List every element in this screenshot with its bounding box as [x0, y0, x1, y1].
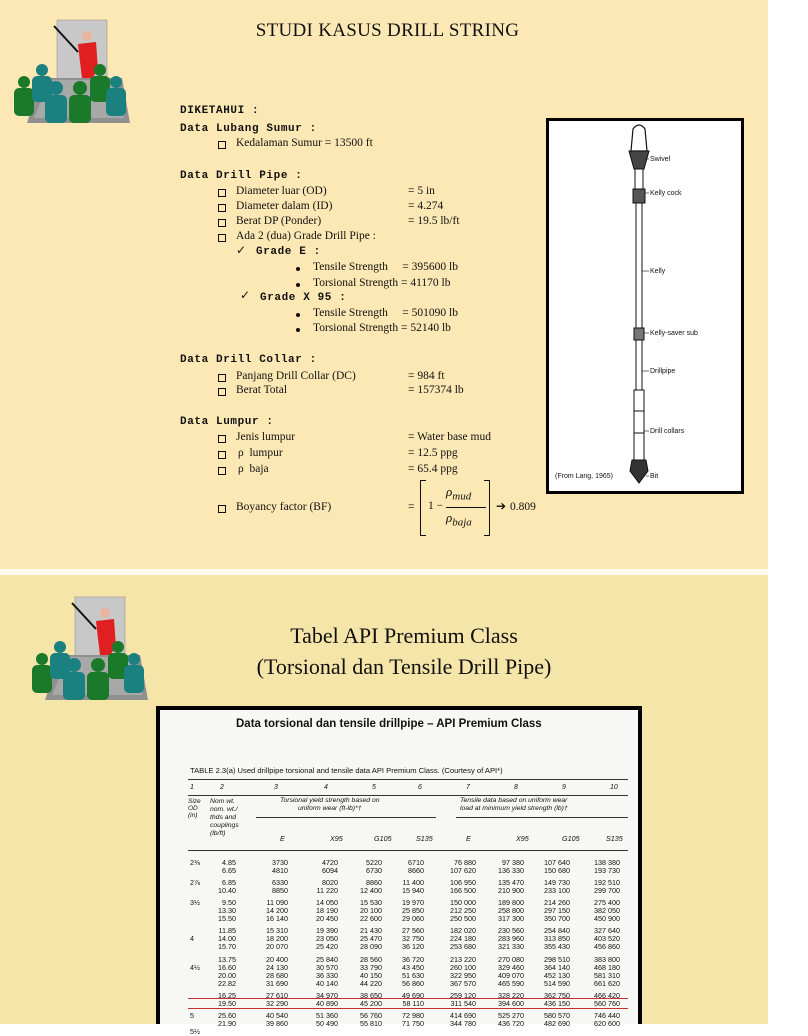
rho-lumpur-label: ρ lumpur [238, 447, 283, 459]
grade-header: G105 [562, 834, 580, 843]
table-cell: 328 220 [498, 990, 524, 1000]
grade-x95-torsional: Torsional Strength = 52140 lb [313, 322, 451, 334]
berat-total-value: = 157374 lb [408, 384, 464, 396]
rule [256, 817, 436, 818]
table-cell: 299 700 [594, 886, 620, 896]
table-cell: 28 680 [266, 970, 288, 980]
rho-lumpur-value: = 12.5 ppg [408, 447, 458, 459]
bullet-box [218, 451, 226, 459]
size-cell: 5½ [190, 1026, 200, 1036]
slide-title: STUDI KASUS DRILL STRING [255, 20, 520, 41]
grade-x95-tensile: Tensile Strength = 501090 lb [313, 307, 458, 319]
table-cell: 581 310 [594, 970, 620, 980]
size-cell: 5 [190, 1010, 194, 1020]
table-cell: 107 640 [544, 858, 570, 867]
label-swivel: Swivel [650, 156, 671, 163]
bullet-box [218, 435, 226, 443]
table-cell: 55 810 [360, 1018, 382, 1028]
table-cell: 28 090 [360, 942, 382, 952]
label-kelly: Kelly [650, 268, 666, 275]
column-number: 7 [466, 784, 470, 791]
lumpur-heading: Data Lumpur : [180, 416, 274, 428]
col-weight-header: Nom wt. nom. wt./ thds and couplings (lb/ft) [210, 798, 239, 837]
column-number: 8 [514, 784, 518, 791]
table-cell: 19.50 [218, 998, 236, 1008]
table-cell: 34 970 [316, 990, 338, 1000]
table-cell: 39 860 [266, 1018, 288, 1028]
table-cell: 436 150 [544, 998, 570, 1008]
table-cell: 620 600 [594, 1018, 620, 1028]
table-cell: 56 860 [402, 978, 424, 988]
jenis-lumpur-label: Jenis lumpur [236, 431, 296, 443]
table-cell: 6710 [408, 858, 424, 867]
highlight-line [188, 998, 628, 999]
rho-baja-label: ρ baja [238, 463, 269, 475]
fraction-line [446, 507, 486, 508]
table-cell: 275 400 [594, 898, 620, 908]
table-cell: 22 600 [360, 914, 382, 924]
table-cell: 27 560 [402, 926, 424, 936]
table-cell: 21 430 [360, 926, 382, 936]
table-cell: 298 510 [544, 954, 570, 964]
table-cell: 13.30 [218, 906, 236, 916]
table-cell: 11 090 [266, 898, 288, 908]
od-label: Diameter luar (OD) [236, 185, 327, 197]
grade-header: G105 [374, 834, 392, 843]
table-cell: 414 690 [450, 1010, 476, 1020]
grade-x95-label: Grade X 95 : [260, 292, 347, 304]
table-cell: 182 020 [450, 926, 476, 936]
table-cell: 20 100 [360, 906, 382, 916]
bullet-box [218, 374, 226, 382]
rule [188, 850, 628, 851]
table-caption: TABLE 2.3(a) Used drillpipe torsional and tensile data API Premium Class. (Courtesy of API*) [190, 766, 503, 775]
bullet-box [218, 505, 226, 513]
table-cell: 259 120 [450, 990, 476, 1000]
table-cell: 43 450 [402, 962, 424, 972]
table-cell: 321 330 [498, 942, 524, 952]
table-cell: 11 400 [402, 878, 424, 888]
table-cell: 28 560 [360, 954, 382, 964]
check-icon: ✓ [240, 288, 251, 302]
table-cell: 24 130 [266, 962, 288, 972]
table-cell: 40 140 [316, 978, 338, 988]
grade-e-tensile: Tensile Strength = 395600 lb [313, 261, 458, 273]
table-cell: 4.85 [222, 858, 236, 867]
grade-header: S135 [606, 834, 623, 843]
arrow-right-icon: ➔ [496, 499, 507, 513]
table-cell: 192 510 [594, 878, 620, 888]
bf-result: 0.809 [510, 501, 536, 513]
table-cell: 6730 [366, 866, 382, 876]
grade-header: S135 [416, 834, 433, 843]
table-cell: 10.40 [218, 886, 236, 896]
table-cell: 311 540 [450, 998, 476, 1008]
bullet-dot [296, 283, 300, 287]
table-cell: 383 800 [594, 954, 620, 964]
berat-dp-value: = 19.5 lb/ft [408, 215, 460, 227]
rho-baja-value: = 65.4 ppg [408, 463, 458, 475]
table-cell: 72 980 [402, 1010, 424, 1020]
table-cell: 465 590 [498, 978, 524, 988]
id-label: Diameter dalam (ID) [236, 200, 333, 212]
table-cell: 38 650 [360, 990, 382, 1000]
slide-title-line-1: Tabel API Premium Class [290, 623, 518, 648]
table-cell: 3730 [272, 858, 288, 867]
table-cell: 580 570 [544, 1010, 570, 1020]
table-cell: 362 750 [544, 990, 570, 1000]
table-cell: 382 050 [594, 906, 620, 916]
table-cell: 4720 [322, 858, 338, 867]
table-cell: 210 900 [498, 886, 524, 896]
table-cell: 58 110 [402, 998, 424, 1008]
table-cell: 29 060 [402, 914, 424, 924]
table-cell: 50 490 [316, 1018, 338, 1028]
slide-title-line-2: (Torsional dan Tensile Drill Pipe) [256, 654, 552, 679]
drill-string-icon [549, 121, 741, 491]
size-cell: 3½ [190, 898, 200, 908]
table-cell: 51 630 [402, 970, 424, 980]
bullet-box [218, 204, 226, 212]
label-bit: Bit [650, 473, 659, 480]
bullet-box [218, 141, 226, 149]
table-cell: 213 220 [450, 954, 476, 964]
bullet-dot [296, 267, 300, 271]
drill-collar-heading: Data Drill Collar : [180, 354, 317, 366]
table-cell: 15 530 [360, 898, 382, 908]
table-cell: 15 940 [402, 886, 424, 896]
table-cell: 23 050 [316, 934, 338, 944]
table-cell: 14.00 [218, 934, 236, 944]
table-cell: 8020 [322, 878, 338, 888]
table-cell: 214 260 [544, 898, 570, 908]
berat-dp-label: Berat DP (Ponder) [236, 215, 322, 227]
grade-header: X95 [330, 834, 343, 843]
table-cell: 344 780 [450, 1018, 476, 1028]
table-cell: 18 190 [316, 906, 338, 916]
table-cell: 367 570 [450, 978, 476, 988]
table-cell: 166 500 [450, 886, 476, 896]
table-cell: 149 730 [544, 878, 570, 888]
table-cell: 224 180 [450, 934, 476, 944]
rule [188, 779, 628, 780]
tensile-group-header: Tensile data based on uniform wear load at minimum yield strength (lb)† [460, 797, 568, 812]
highlight-line [188, 1008, 628, 1009]
table-cell: 6.65 [222, 866, 236, 876]
table-cell: 106 950 [450, 878, 476, 888]
bf-numerator: $\rho_{mud}$ [446, 484, 472, 503]
table-cell: 20 400 [266, 954, 288, 964]
table-cell: 27 610 [266, 990, 288, 1000]
table-cell: 6330 [272, 878, 288, 888]
berat-total-label: Berat Total [236, 384, 288, 396]
table-cell: 21.90 [218, 1018, 236, 1028]
table-cell: 6.85 [222, 878, 236, 888]
table-cell: 525 270 [498, 1010, 524, 1020]
table-cell: 355 430 [544, 942, 570, 952]
table-cell: 150 680 [544, 866, 570, 876]
table-cell: 11.85 [218, 926, 236, 936]
table-cell: 40 890 [316, 998, 338, 1008]
table-cell: 22.82 [218, 978, 236, 988]
table-cell: 51 360 [316, 1010, 338, 1020]
table-cell: 49 690 [402, 990, 424, 1000]
table-cell: 409 070 [498, 970, 524, 980]
table-cell: 36 330 [316, 970, 338, 980]
column-number: 10 [610, 784, 618, 791]
bullet-box [218, 219, 226, 227]
table-cell: 5220 [366, 858, 382, 867]
check-icon: ✓ [236, 243, 247, 257]
size-cell: 4½ [190, 962, 200, 972]
table-cell: 456 860 [594, 942, 620, 952]
table-cell: 254 840 [544, 926, 570, 936]
bf-label: Boyancy factor (BF) [236, 501, 332, 513]
table-heading: Data torsional dan tensile drillpipe – API Premium Class [236, 718, 542, 730]
jenis-lumpur-value: = Water base mud [408, 431, 491, 443]
table-cell: 20 070 [266, 942, 288, 952]
table-cell: 16 140 [266, 914, 288, 924]
table-cell: 364 140 [544, 962, 570, 972]
label-drill-collars: Drill collars [650, 428, 685, 435]
kedalaman-label: Kedalaman Sumur = 13500 ft [236, 137, 373, 149]
table-cell: 36 120 [402, 942, 424, 952]
bullet-dot [296, 328, 300, 332]
table-cell: 76 880 [454, 858, 476, 867]
table-cell: 6094 [322, 866, 338, 876]
table-cell: 25 850 [402, 906, 424, 916]
grade-e-label: Grade E : [256, 246, 321, 258]
rule [456, 817, 628, 818]
grade-header: E [280, 834, 285, 843]
panjang-dc-label: Panjang Drill Collar (DC) [236, 370, 356, 382]
grade-header: X95 [516, 834, 529, 843]
grade-e-torsional: Torsional Strength = 41170 lb [313, 277, 451, 289]
table-cell: 150 000 [450, 898, 476, 908]
table-cell: 482 690 [544, 1018, 570, 1028]
column-number: 9 [562, 784, 566, 791]
table-cell: 8850 [272, 886, 288, 896]
table-cell: 36 720 [402, 954, 424, 964]
table-cell: 661 620 [594, 978, 620, 988]
table-cell: 20 450 [316, 914, 338, 924]
table-cell: 15.50 [218, 914, 236, 924]
table-cell: 32 750 [402, 934, 424, 944]
table-cell: 138 380 [594, 858, 620, 867]
table-cell: 31 690 [266, 978, 288, 988]
bullet-box [218, 234, 226, 242]
table-cell: 20.00 [218, 970, 236, 980]
table-cell: 9.50 [222, 898, 236, 908]
table-cell: 270 080 [498, 954, 524, 964]
bullet-box [218, 189, 226, 197]
size-cell: 4 [190, 934, 194, 944]
diketahui-label: DIKETAHUI : [180, 105, 260, 117]
table-cell: 253 680 [450, 942, 476, 952]
table-cell: 97 380 [502, 858, 524, 867]
table-cell: 32 290 [266, 998, 288, 1008]
table-cell: 33 790 [360, 962, 382, 972]
table-cell: 56 760 [360, 1010, 382, 1020]
panjang-dc-value: = 984 ft [408, 370, 445, 382]
table-cell: 25 840 [316, 954, 338, 964]
table-cell: 12 400 [360, 886, 382, 896]
table-cell: 313 850 [544, 934, 570, 944]
column-number: 3 [274, 784, 278, 791]
table-cell: 25 470 [360, 934, 382, 944]
table-cell: 317 300 [498, 914, 524, 924]
table-cell: 40 540 [266, 1010, 288, 1020]
grade-header: E [466, 834, 471, 843]
table-cell: 14 050 [316, 898, 338, 908]
table-cell: 350 700 [544, 914, 570, 924]
table-cell: 250 500 [450, 914, 476, 924]
table-cell: 18 200 [266, 934, 288, 944]
table-cell: 19 390 [316, 926, 338, 936]
label-kelly-cock: Kelly cock [650, 190, 682, 197]
column-number: 1 [190, 784, 194, 791]
label-drillpipe: Drillpipe [650, 368, 676, 375]
table-cell: 193 730 [594, 866, 620, 876]
table-cell: 260 100 [450, 962, 476, 972]
torsional-group-header: Torsional yield strength based on uniform wear (ft-lb)*† [280, 797, 380, 812]
label-kelly-saver-sub: Kelly-saver sub [650, 330, 698, 337]
table-cell: 14 200 [266, 906, 288, 916]
table-cell: 212 250 [450, 906, 476, 916]
table-cell: 258 800 [498, 906, 524, 916]
table-cell: 329 460 [498, 962, 524, 972]
table-cell: 11 220 [316, 886, 338, 896]
api-premium-table [156, 706, 642, 1036]
table-cell: 107 620 [450, 866, 476, 876]
table-cell: 450 900 [594, 914, 620, 924]
table-cell: 71 750 [402, 1018, 424, 1028]
bullet-dot [296, 313, 300, 317]
bf-equals: = [408, 501, 415, 513]
table-cell: 13.75 [218, 954, 236, 964]
table-cell: 452 130 [544, 970, 570, 980]
table-cell: 44 220 [360, 978, 382, 988]
table-cell: 135 470 [498, 878, 524, 888]
table-cell: 233 100 [544, 886, 570, 896]
rule [188, 795, 628, 796]
table-cell: 25.60 [218, 1010, 236, 1020]
table-cell: 230 560 [498, 926, 524, 936]
table-cell: 15.70 [218, 942, 236, 952]
table-cell: 16.25 [218, 990, 236, 1000]
table-cell: 394 600 [498, 998, 524, 1008]
figure-credit: (From Lang, 1965) [555, 473, 613, 480]
column-number: 2 [220, 784, 224, 791]
table-cell: 297 150 [544, 906, 570, 916]
table-cell: 560 760 [594, 998, 620, 1008]
table-cell: 403 520 [594, 934, 620, 944]
table-cell: 45 200 [360, 998, 382, 1008]
table-cell: 4810 [272, 866, 288, 876]
table-cell: 30 570 [316, 962, 338, 972]
table-cell: 8860 [366, 878, 382, 888]
od-value: = 5 in [408, 185, 435, 197]
table-cell: 40 150 [360, 970, 382, 980]
table-cell: 16.60 [218, 962, 236, 972]
table-cell: 15 310 [266, 926, 288, 936]
id-value: = 4.274 [408, 200, 444, 212]
table-cell: 436 720 [498, 1018, 524, 1028]
lubang-heading: Data Lubang Sumur : [180, 123, 317, 135]
table-cell: 514 590 [544, 978, 570, 988]
table-cell: 327 640 [594, 926, 620, 936]
table-cell: 19 970 [402, 898, 424, 908]
table-cell: 283 960 [498, 934, 524, 944]
bullet-box [218, 467, 226, 475]
table-cell: 746 440 [594, 1010, 620, 1020]
column-number: 5 [372, 784, 376, 791]
size-cell: 2⅞ [190, 878, 200, 888]
bullet-box [218, 388, 226, 396]
table-cell: 322 950 [450, 970, 476, 980]
grade-intro-label: Ada 2 (dua) Grade Drill Pipe : [236, 230, 376, 242]
table-cell: 25 420 [316, 942, 338, 952]
table-cell: 136 330 [498, 866, 524, 876]
table-cell: 466 420 [594, 990, 620, 1000]
bf-one-minus: 1 − [428, 500, 444, 512]
col-size-header: Size OD (in) [188, 798, 201, 819]
column-number: 6 [418, 784, 422, 791]
table-cell: 468 180 [594, 962, 620, 972]
drill-pipe-heading: Data Drill Pipe : [180, 170, 303, 182]
bf-denominator: $\rho_{baja}$ [446, 510, 472, 529]
table-cell: 8660 [408, 866, 424, 876]
size-cell: 2⅜ [190, 858, 200, 867]
table-cell: 189 800 [498, 898, 524, 908]
drill-string-figure [546, 118, 744, 494]
column-number: 4 [324, 784, 328, 791]
